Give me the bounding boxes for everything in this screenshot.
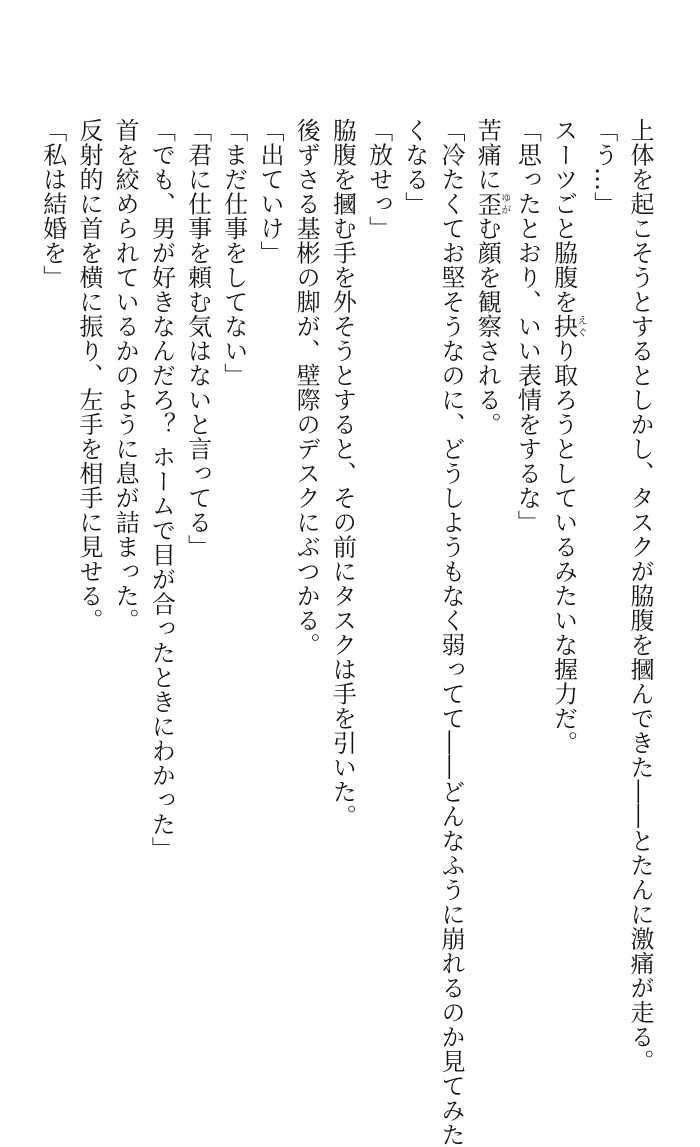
text-line-3-prefix: スーツごと脇腹を bbox=[549, 118, 578, 314]
ruby-egu bbox=[549, 314, 587, 339]
text-line-7: くなる」 bbox=[400, 118, 429, 216]
text-line-5-suffix: む顔を観察される。 bbox=[473, 216, 502, 437]
text-line-8: 「放せっ」 bbox=[364, 118, 393, 241]
text-line-5-prefix: 苦痛に bbox=[473, 118, 502, 192]
text-line-2: 「う…」 bbox=[589, 118, 618, 216]
text-line-16: 反射的に首を横に振り、左手を相手に見せる。 bbox=[74, 118, 103, 633]
text-line-13: 「君に仕事を頼む気はないと言ってる」 bbox=[183, 118, 212, 559]
text-line-3-suffix: り取ろうとしているみたいな握力だ。 bbox=[549, 338, 578, 755]
vertical-text-body bbox=[35, 118, 658, 1147]
text-line-17: 「私は結婚を」 bbox=[38, 118, 67, 290]
text-line-5 bbox=[469, 118, 509, 978]
text-line-15: 首を絞められているかのように息が詰まった。 bbox=[111, 118, 140, 633]
text-line-6: 「冷たくてお堅そうなのに、どうしようもなく弱ってて――どんなふうに崩れるのか見てみた bbox=[436, 118, 465, 1147]
ruby-yuga-base: 歪 bbox=[473, 191, 502, 216]
ruby-egu-base: 抉 bbox=[549, 314, 578, 339]
text-line-3 bbox=[545, 118, 585, 978]
text-line-9: 脇腹を摑む手を外そうとすると、その前にタスクは手を引いた。 bbox=[328, 118, 357, 829]
text-line-4: 「思ったとおり、いい表情をするな」 bbox=[513, 118, 542, 535]
text-line-12: 「まだ仕事をしてない」 bbox=[219, 118, 248, 388]
text-line-14: 「でも、男が好きなんだろ？ ホームで目が合ったときにわかった」 bbox=[147, 118, 176, 862]
text-line-10: 後ずさる基彬の脚が、壁際のデスクにぶつかる。 bbox=[292, 118, 321, 657]
text-line-11: 「出ていけ」 bbox=[255, 118, 284, 265]
ruby-egu-reading: えぐ bbox=[575, 314, 587, 339]
text-line-1: 上体を起こそうとするとしかし、タスクが脇腹を摑んできた――とたんに激痛が走る。 bbox=[626, 118, 654, 1074]
ruby-yuga-reading: ゆが bbox=[498, 191, 510, 216]
ruby-yuga bbox=[473, 191, 510, 217]
